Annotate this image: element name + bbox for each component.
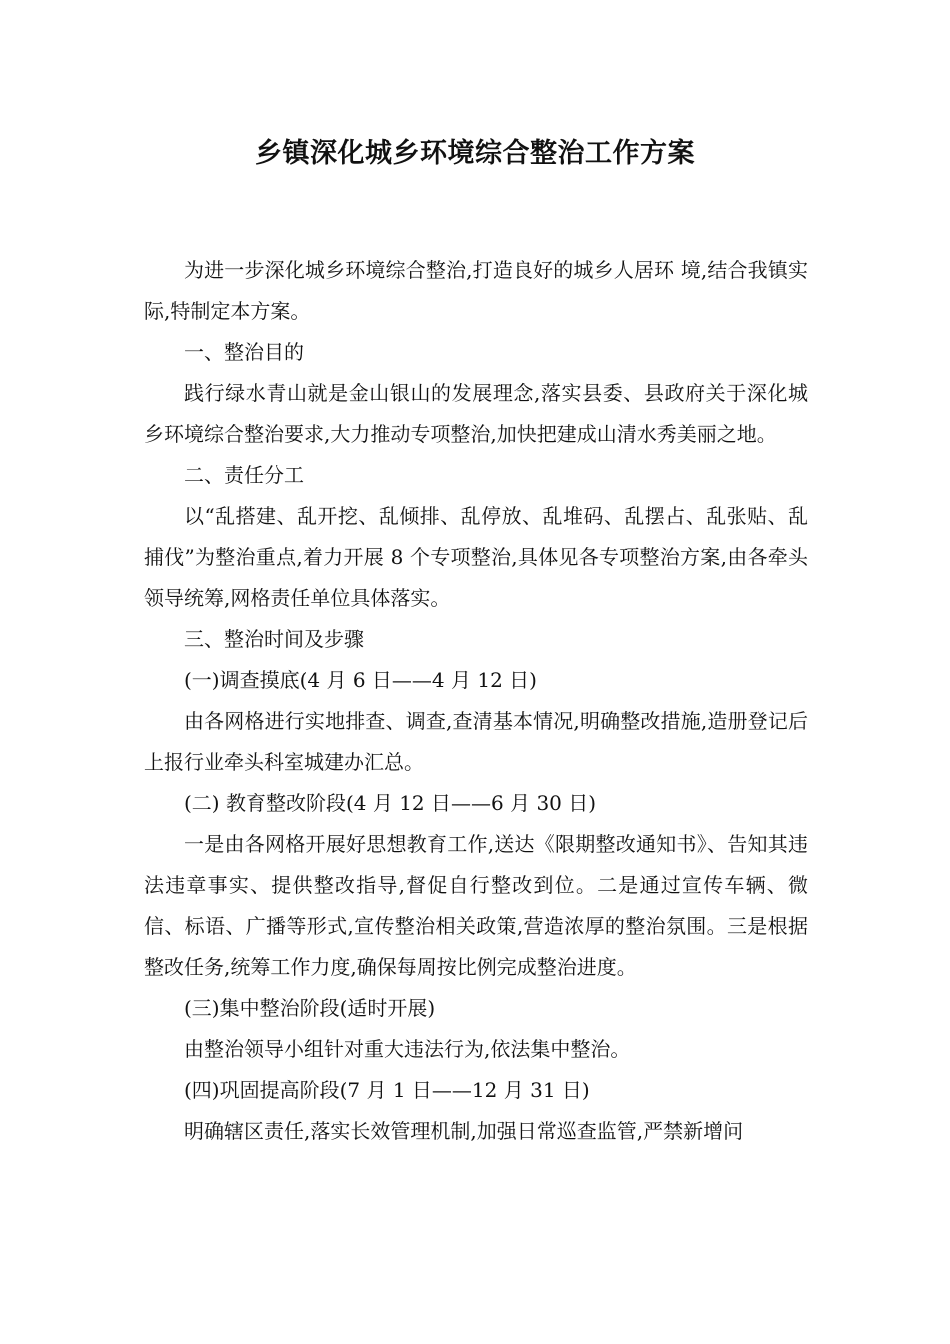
education-paragraph: 一是由各网格开展好思想教育工作,送达《限期整改通知书》、告知其违法违章事实、提供整改指导,督促自行整改到位。二是通过宣传车辆、微信、标语、广播等形式,宣传整治相关政策,营造浓厚的整治氛围。三是根据整改任务,统筹工作力度,确保每周按比例完成整治进度。	[144, 832, 808, 979]
concentrated-paragraph: 由整治领导小组针对重大违法行为,依法集中整治。	[184, 1037, 631, 1061]
survey-paragraph: 由各网格进行实地排查、调查,查清基本情况,明确整改措施,造册登记后上报行业牵头科室城建办汇总。	[144, 709, 808, 774]
section-heading-purpose: 一、整治目的	[184, 340, 304, 364]
intro-paragraph: 为进一步深化城乡环境综合整治,打造良好的城乡人居环 境,结合我镇实际,特制定本方案。	[144, 258, 808, 323]
subsection-heading-concentrated: (三)集中整治阶段(适时开展)	[184, 996, 436, 1020]
responsibility-paragraph: 以“乱搭建、乱开挖、乱倾排、乱停放、乱堆码、乱摆占、乱张贴、乱捕伐”为整治重点,着力开展 8 个专项整治,具体见各专项整治方案,由各牵头领导统筹,网格责任单位具体落实。	[144, 504, 808, 610]
consolidation-paragraph: 明确辖区责任,落实长效管理机制,加强日常巡查监管,严禁新增问	[184, 1119, 744, 1143]
section-heading-schedule: 三、整治时间及步骤	[184, 627, 364, 651]
document-body	[144, 250, 808, 1152]
subsection-heading-consolidation: (四)巩固提高阶段(7 月 1 日——12 月 31 日)	[184, 1078, 590, 1102]
subsection-heading-survey: (一)调查摸底(4 月 6 日——4 月 12 日)	[184, 668, 537, 692]
document-title: 乡镇深化城乡环境综合整治工作方案	[255, 138, 695, 169]
purpose-paragraph: 践行绿水青山就是金山银山的发展理念,落实县委、县政府关于深化城乡环境综合整治要求,大力推动专项整治,加快把建成山清水秀美丽之地。	[144, 381, 808, 446]
subsection-heading-education: (二) 教育整改阶段(4 月 12 日——6 月 30 日)	[184, 791, 597, 815]
section-heading-responsibility: 二、责任分工	[184, 463, 304, 487]
